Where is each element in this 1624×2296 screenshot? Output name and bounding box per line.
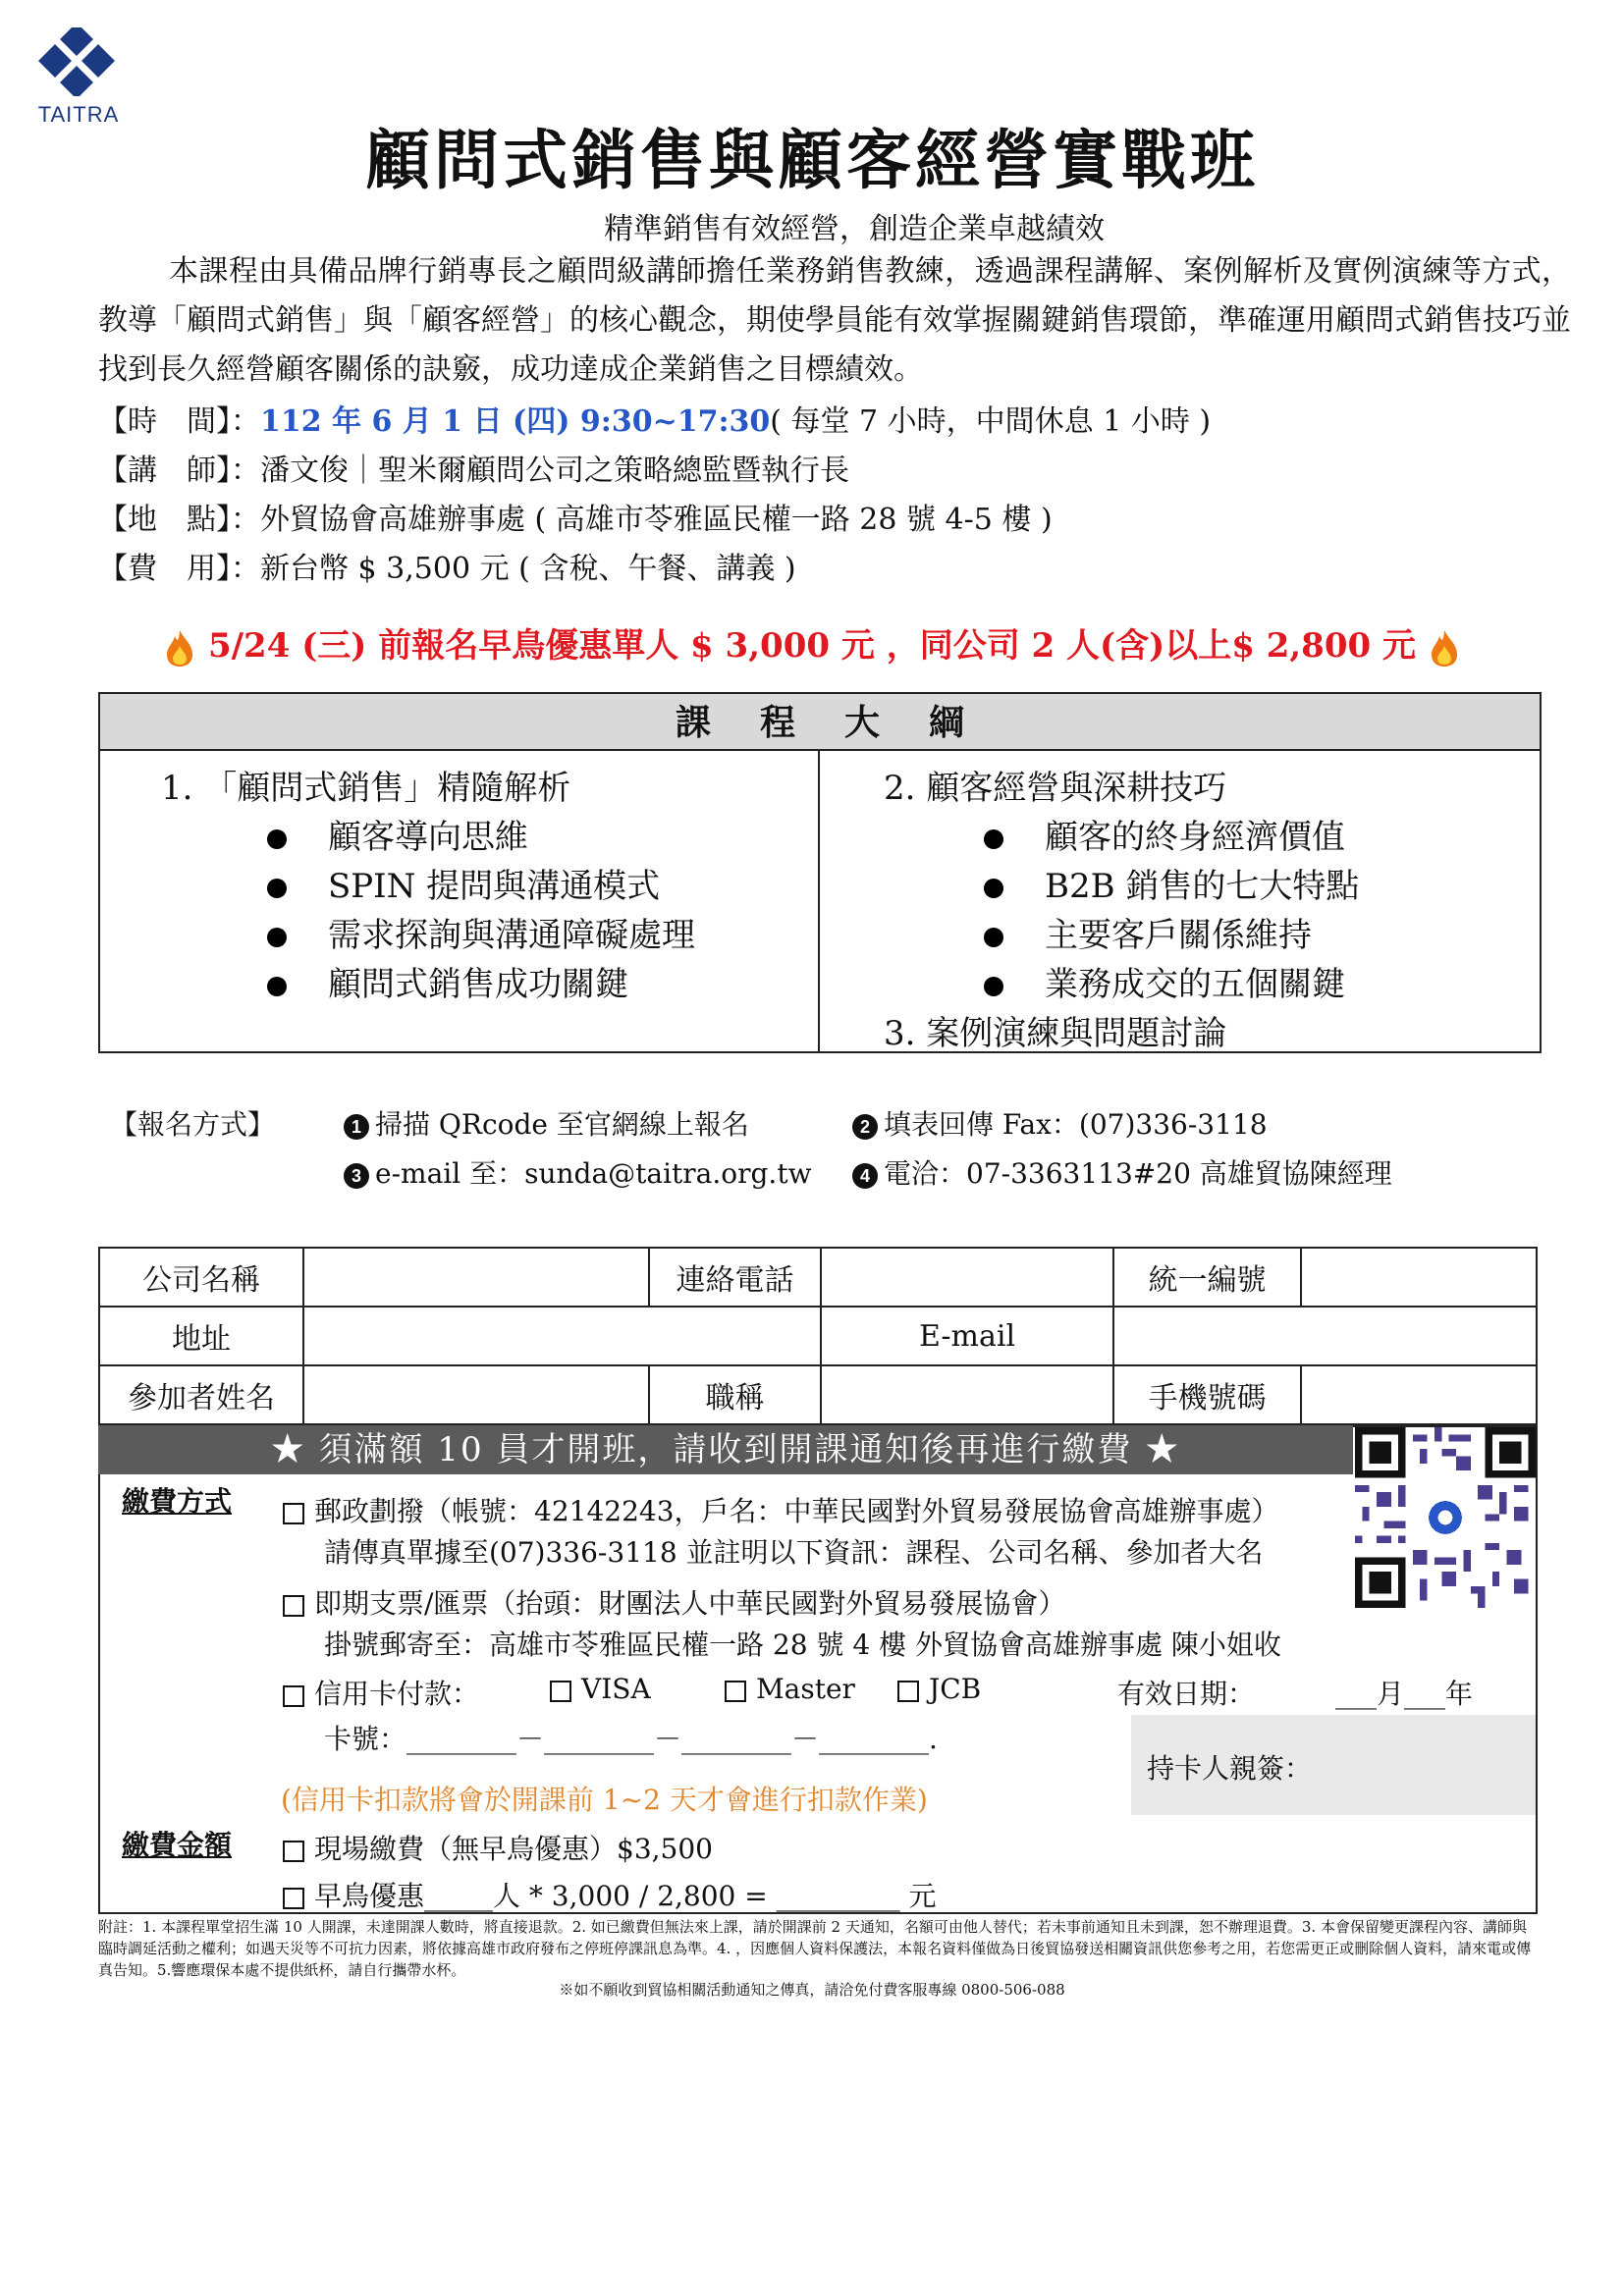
page-subtitle: 精準銷售有效經營，創造企業卓越績效 [604,212,1105,246]
list-item: 需求探詢與溝通障礙處理 [267,908,695,956]
outline-right-extra: 3. 案例演練與問題討論 [884,1014,1227,1053]
place-value: 外貿協會高雄辦事處 ( 高雄市苓雅區民權一路 28 號 4-5 樓 ) [260,503,1053,537]
list-item: 顧問式銷售成功關鍵 [267,957,628,1005]
registration-method-3: 3 e-mail 至：sunda@taitra.org.tw [344,1152,812,1192]
registration-label: 【報名方式】 [110,1108,276,1141]
footnote: 附註：1. 本課程單堂招生滿 10 人開課，未達開課人數時，將直接退款。2. 如已繳費但無法來上課，請於開課前 2 天通知，名額可由他人替代；若未事前通知且未到課，恕不辦理退費。3. 本會保留變更課程內容、講師與臨時調延活動之權利；如遇天災等不可抗力因素，將依據高雄市政府發布之停班停課訊息為準。4. ，因應個人資料保護法，本報名資料僅做為日後貿協發送相關資訊供您參考之用，若您需更正或刪除個人資料，請來電或傳真告知。5.響應環保本處不提供紙杯，請自行攜帶水杯。 [98,1918,1532,1979]
cheque-option[interactable]: 即期支票/匯票（抬頭：財團法人中華民國對外貿易發展協會） [283,1582,1065,1622]
registration-form [98,1247,1538,1425]
fee-value: 新台幣 $ 3,500 元 ( 含稅、午餐、講義 ) [260,552,796,586]
info-lecturer [98,446,849,489]
attendee-name-field[interactable] [304,1366,648,1423]
flame-icon [1428,628,1461,667]
credit-card-option[interactable]: 信用卡付款： [283,1673,479,1712]
company-name-field[interactable] [304,1249,648,1306]
registration-method-1: 1 掃描 QRcode 至官網線上報名 [344,1103,749,1143]
time-value: 112 年 6 月 1 日 (四) 9:30~17:30 [260,404,771,439]
cheque-note: 掛號郵寄至：高雄市苓雅區民權一路 28 號 4 樓 外貿協會高雄辦事處 陳小姐收 [324,1629,1281,1661]
info-place [98,495,1053,538]
card-note: (信用卡扣款將會於開課前 1~2 天才會進行扣款作業) [281,1784,928,1816]
info-time [98,397,1211,440]
list-item: 主要客戶關係維持 [984,908,1312,956]
payment-banner: ★ 須滿額 10 員才開班，請收到開課通知後再進行繳費 ★ [98,1425,1353,1474]
outline-left-title: 1. 「顧問式銷售」精隨解析 [161,769,571,808]
list-item: 顧客的終身經濟價值 [984,810,1345,858]
payment-method-label: 繳費方式 [122,1485,233,1518]
qr-code-icon[interactable] [1355,1427,1536,1608]
registration-method-4: 4 電洽：07-3363113#20 高雄貿協陳經理 [852,1152,1392,1192]
tax-id-field[interactable] [1302,1249,1536,1306]
address-label: 地址 [172,1322,231,1357]
email-field[interactable] [1114,1308,1536,1364]
payment-amount-label: 繳費金額 [122,1829,233,1861]
company-name-label: 公司名稱 [142,1263,260,1298]
logo-text: TAITRA [37,102,120,127]
time-note: ( 每堂 7 小時，中間休息 1 小時 ) [770,404,1212,439]
footer-note: ※如不願收到貿協相關活動通知之傳真，請洽免付費客服專線 0800-506-088 [559,1981,1065,1999]
early-bird-promo [0,618,1624,667]
taitra-logo-icon [37,27,116,96]
list-item: 顧客導向思維 [267,810,528,858]
mobile-label: 手機號碼 [1148,1381,1267,1415]
phone-label: 連絡電話 [676,1263,794,1298]
list-item: B2B 銷售的七大特點 [984,859,1359,907]
registration-method-2: 2 填表回傳 Fax：(07)336-3118 [852,1103,1268,1143]
job-title-label: 職稱 [705,1381,765,1415]
job-title-field[interactable] [822,1366,1112,1423]
intro-paragraph: 本課程由具備品牌行銷專長之顧問級講師擔任業務銷售教練，透過課程講解、案例解析及實例演練等方式，教導「顧問式銷售」與「顧客經營」的核心觀念，期使學員能有效掌握關鍵銷售環節，準確運用顧問式銷售技巧並找到長久經營顧客關係的訣竅，成功達成企業銷售之目標績效。 [98,254,1571,387]
attendee-name-label: 參加者姓名 [128,1381,275,1415]
visa-checkbox[interactable]: VISA [550,1673,651,1705]
onsite-option[interactable]: 現場繳費（無早鳥優惠）$3,500 [283,1828,713,1867]
info-fee [98,544,796,587]
promo-text: 5/24 (三) 前報名早鳥優惠單人 $ 3,000 元 ，同公司 2 人(含)以上$ 2,800 元 [207,626,1416,666]
flame-icon [163,628,196,667]
expiry-label: 有效日期： [1117,1678,1256,1710]
fee-label: 【費 用】： [98,552,260,586]
time-label: 【時 間】： [98,404,260,439]
address-field[interactable] [304,1308,820,1364]
signature-label: 持卡人親簽： [1147,1752,1313,1785]
course-outline [98,692,1542,1053]
email-label: E-mail [918,1318,1016,1354]
master-checkbox[interactable]: Master [725,1673,855,1705]
lecturer-value: 潘文俊｜聖米爾顧問公司之策略總監暨執行長 [260,454,849,488]
page-title: 顧問式銷售與顧客經營實戰班 [365,122,1259,198]
phone-field[interactable] [822,1249,1112,1306]
postal-option[interactable]: 郵政劃撥（帳號：42142243，戶名：中華民國對外貿易發展協會高雄辦事處） [283,1490,1279,1529]
outline-right-title: 2. 顧客經營與深耕技巧 [884,769,1227,808]
list-item: SPIN 提問與溝通模式 [267,859,660,907]
tax-id-label: 統一編號 [1148,1263,1267,1298]
expiry-field[interactable]: ___月___年 [1335,1678,1474,1710]
list-item: 業務成交的五個關鍵 [984,957,1345,1005]
place-label: 【地 點】： [98,503,260,537]
jcb-checkbox[interactable]: JCB [897,1673,981,1705]
lecturer-label: 【講 師】： [98,454,260,488]
card-number-field[interactable]: 卡號：________－________－________－________. [324,1723,938,1755]
early-bird-option[interactable]: 早鳥優惠_____人 * 3,000 / 2,800 = _________ 元 [283,1875,937,1914]
mobile-field[interactable] [1302,1366,1536,1423]
outline-heading: 課程大綱 [100,694,1540,751]
postal-note: 請傳真單據至(07)336-3118 並註明以下資訊：課程、公司名稱、參加者大名 [324,1536,1264,1569]
